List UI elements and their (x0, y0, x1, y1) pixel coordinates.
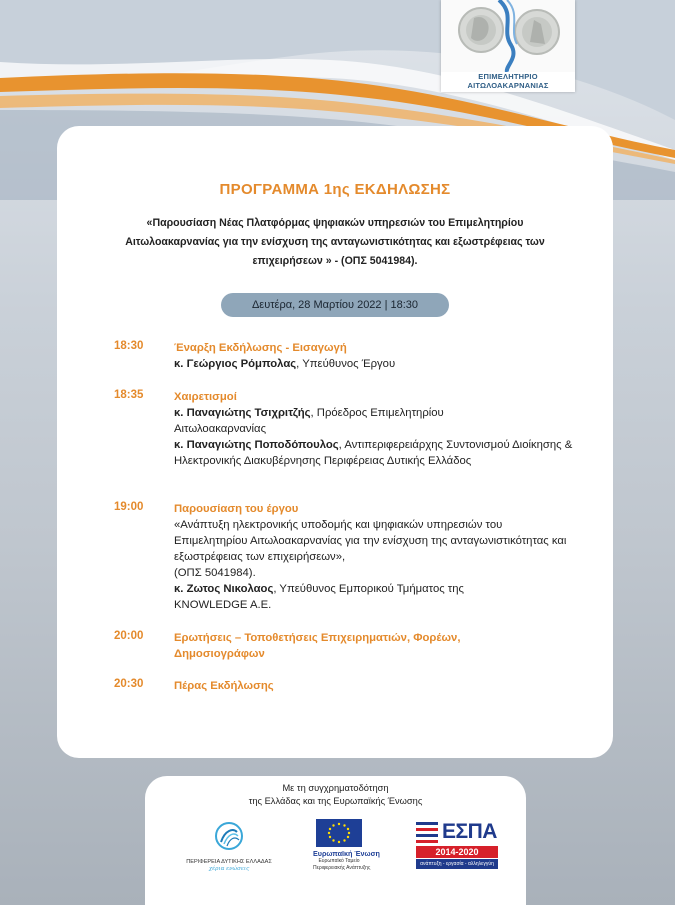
programme-subtitle (97, 214, 573, 271)
subtitle-line-1: «Παρουσίαση Νέας Πλατφόρμας ψηφιακών υπηρεσιών του Επιμελητηρίου (146, 217, 524, 229)
item-time: 20:00 (114, 630, 144, 642)
speaker-name: κ. Ζωτος Νικολαος (174, 583, 274, 595)
item-body (174, 630, 514, 662)
item-heading: Ερωτήσεις – Τοποθετήσεις Επιχειρηματιών, Φορέων, Δημοσιογράφων (174, 632, 461, 660)
region-name: ΠΕΡΙΦΕΡΕΙΑ ΔΥΤΙΚΗΣ ΕΛΛΑΔΑΣ (186, 859, 272, 865)
item-heading: Έναρξη Εκδήλωσης - Εισαγωγή (174, 342, 347, 354)
speaker-role: , Υπεύθυνος Εμπορικού Τμήματος της KNOWLEDGE A.E. (174, 583, 465, 611)
item-time: 18:30 (114, 340, 144, 352)
cofunding-line-1: Με τη συγχρηματοδότηση (282, 783, 389, 793)
item-body (174, 340, 574, 372)
chamber-logo (441, 0, 575, 92)
eu-flag-icon (316, 819, 362, 847)
eu-logo (313, 819, 380, 872)
item-heading: Χαιρετισμοί (174, 391, 237, 403)
espa-years: 2014-2020 (416, 846, 498, 858)
eu-fund-line-1: Ευρωπαϊκό Ταμείο (318, 858, 360, 864)
item-body (174, 389, 584, 469)
speaker-name: κ. Παναγιώτης Τσιχριτζής (174, 407, 311, 419)
programme-title: ΠΡΟΓΡΑΜΜΑ 1ης ΕΚΔΗΛΩΣΗΣ (219, 181, 451, 198)
item-description: «Ανάπτυξη ηλεκτρονικής υποδομής και ψηφιακών υπηρεσιών του Επιμελητηρίου Αιτωλοακαρνανίας για την ενίσχυση της ανταγωνιστικότητας και εξωστρέφειας των επιχειρήσεων», (174, 519, 567, 563)
eu-fund-line-2: Περιφερειακής Ανάπτυξης (313, 865, 371, 871)
item-body (174, 678, 574, 694)
subtitle-line-2: Αιτωλοακαρνανίας για την ενίσχυση της ανταγωνιστικότητας και εξωστρέφειας των (125, 236, 545, 248)
item-speaker (174, 581, 524, 613)
date-badge: Δευτέρα, 28 Μαρτίου 2022 | 18:30 (221, 293, 449, 317)
item-speaker (174, 405, 504, 437)
item-time: 20:30 (114, 678, 144, 690)
item-time: 19:00 (114, 501, 144, 513)
programme-card (57, 126, 613, 758)
espa-slogan: ανάπτυξη - εργασία - αλληλεγγύη (416, 859, 498, 869)
cofunding-line-2: της Ελλάδας και της Ευρωπαϊκής Ένωσης (248, 795, 423, 806)
item-code: (ΟΠΣ 5041984). (174, 567, 256, 579)
subtitle-line-3: επιχειρήσεων » - (ΟΠΣ 5041984). (252, 255, 418, 267)
item-time: 18:35 (114, 389, 144, 401)
item-heading: Παρουσίαση του έργου (174, 503, 299, 515)
speaker-name: κ. Παναγιώτης Ποποδόπουλος (174, 439, 339, 451)
item-speaker (174, 437, 584, 469)
eu-name: Ευρωπαϊκή Ένωση (313, 849, 380, 858)
region-emblem-icon (183, 820, 275, 854)
cofunding-note (145, 782, 526, 807)
region-logo (183, 820, 275, 873)
speaker-name: κ. Γεώργιος Ρόμπολας (174, 358, 297, 370)
logo-text: ΕΠΙΜΕΛΗΤΗΡΙΟ ΑΙΤΩΛΟΑΚΑΡΝΑΝΙΑΣ (467, 72, 549, 90)
item-heading: Πέρας Εκδήλωσης (174, 680, 274, 692)
greek-flag-icon (416, 822, 438, 844)
funding-footer (145, 776, 526, 905)
region-slogan: χέρια ενώσεις (208, 866, 250, 872)
speaker-role: , Πρόεδρος Επιμελητηρίου Αιτωλοακαρνανίας (174, 407, 444, 435)
espa-logo (416, 820, 498, 872)
item-body (174, 501, 574, 613)
speaker-role: , Υπεύθυνος Έργου (296, 358, 396, 370)
item-speaker (174, 356, 574, 372)
coins-emblem-icon (441, 0, 575, 72)
speaker-role: , Αντιπεριφερειάρχης Συντονισμού Διοίκησης & Ηλεκτρονικής Διακυβέρνησης Περιφέρειας Δυτικής Ελλάδος (174, 439, 573, 467)
espa-title: ΕΣΠΑ (442, 820, 497, 843)
